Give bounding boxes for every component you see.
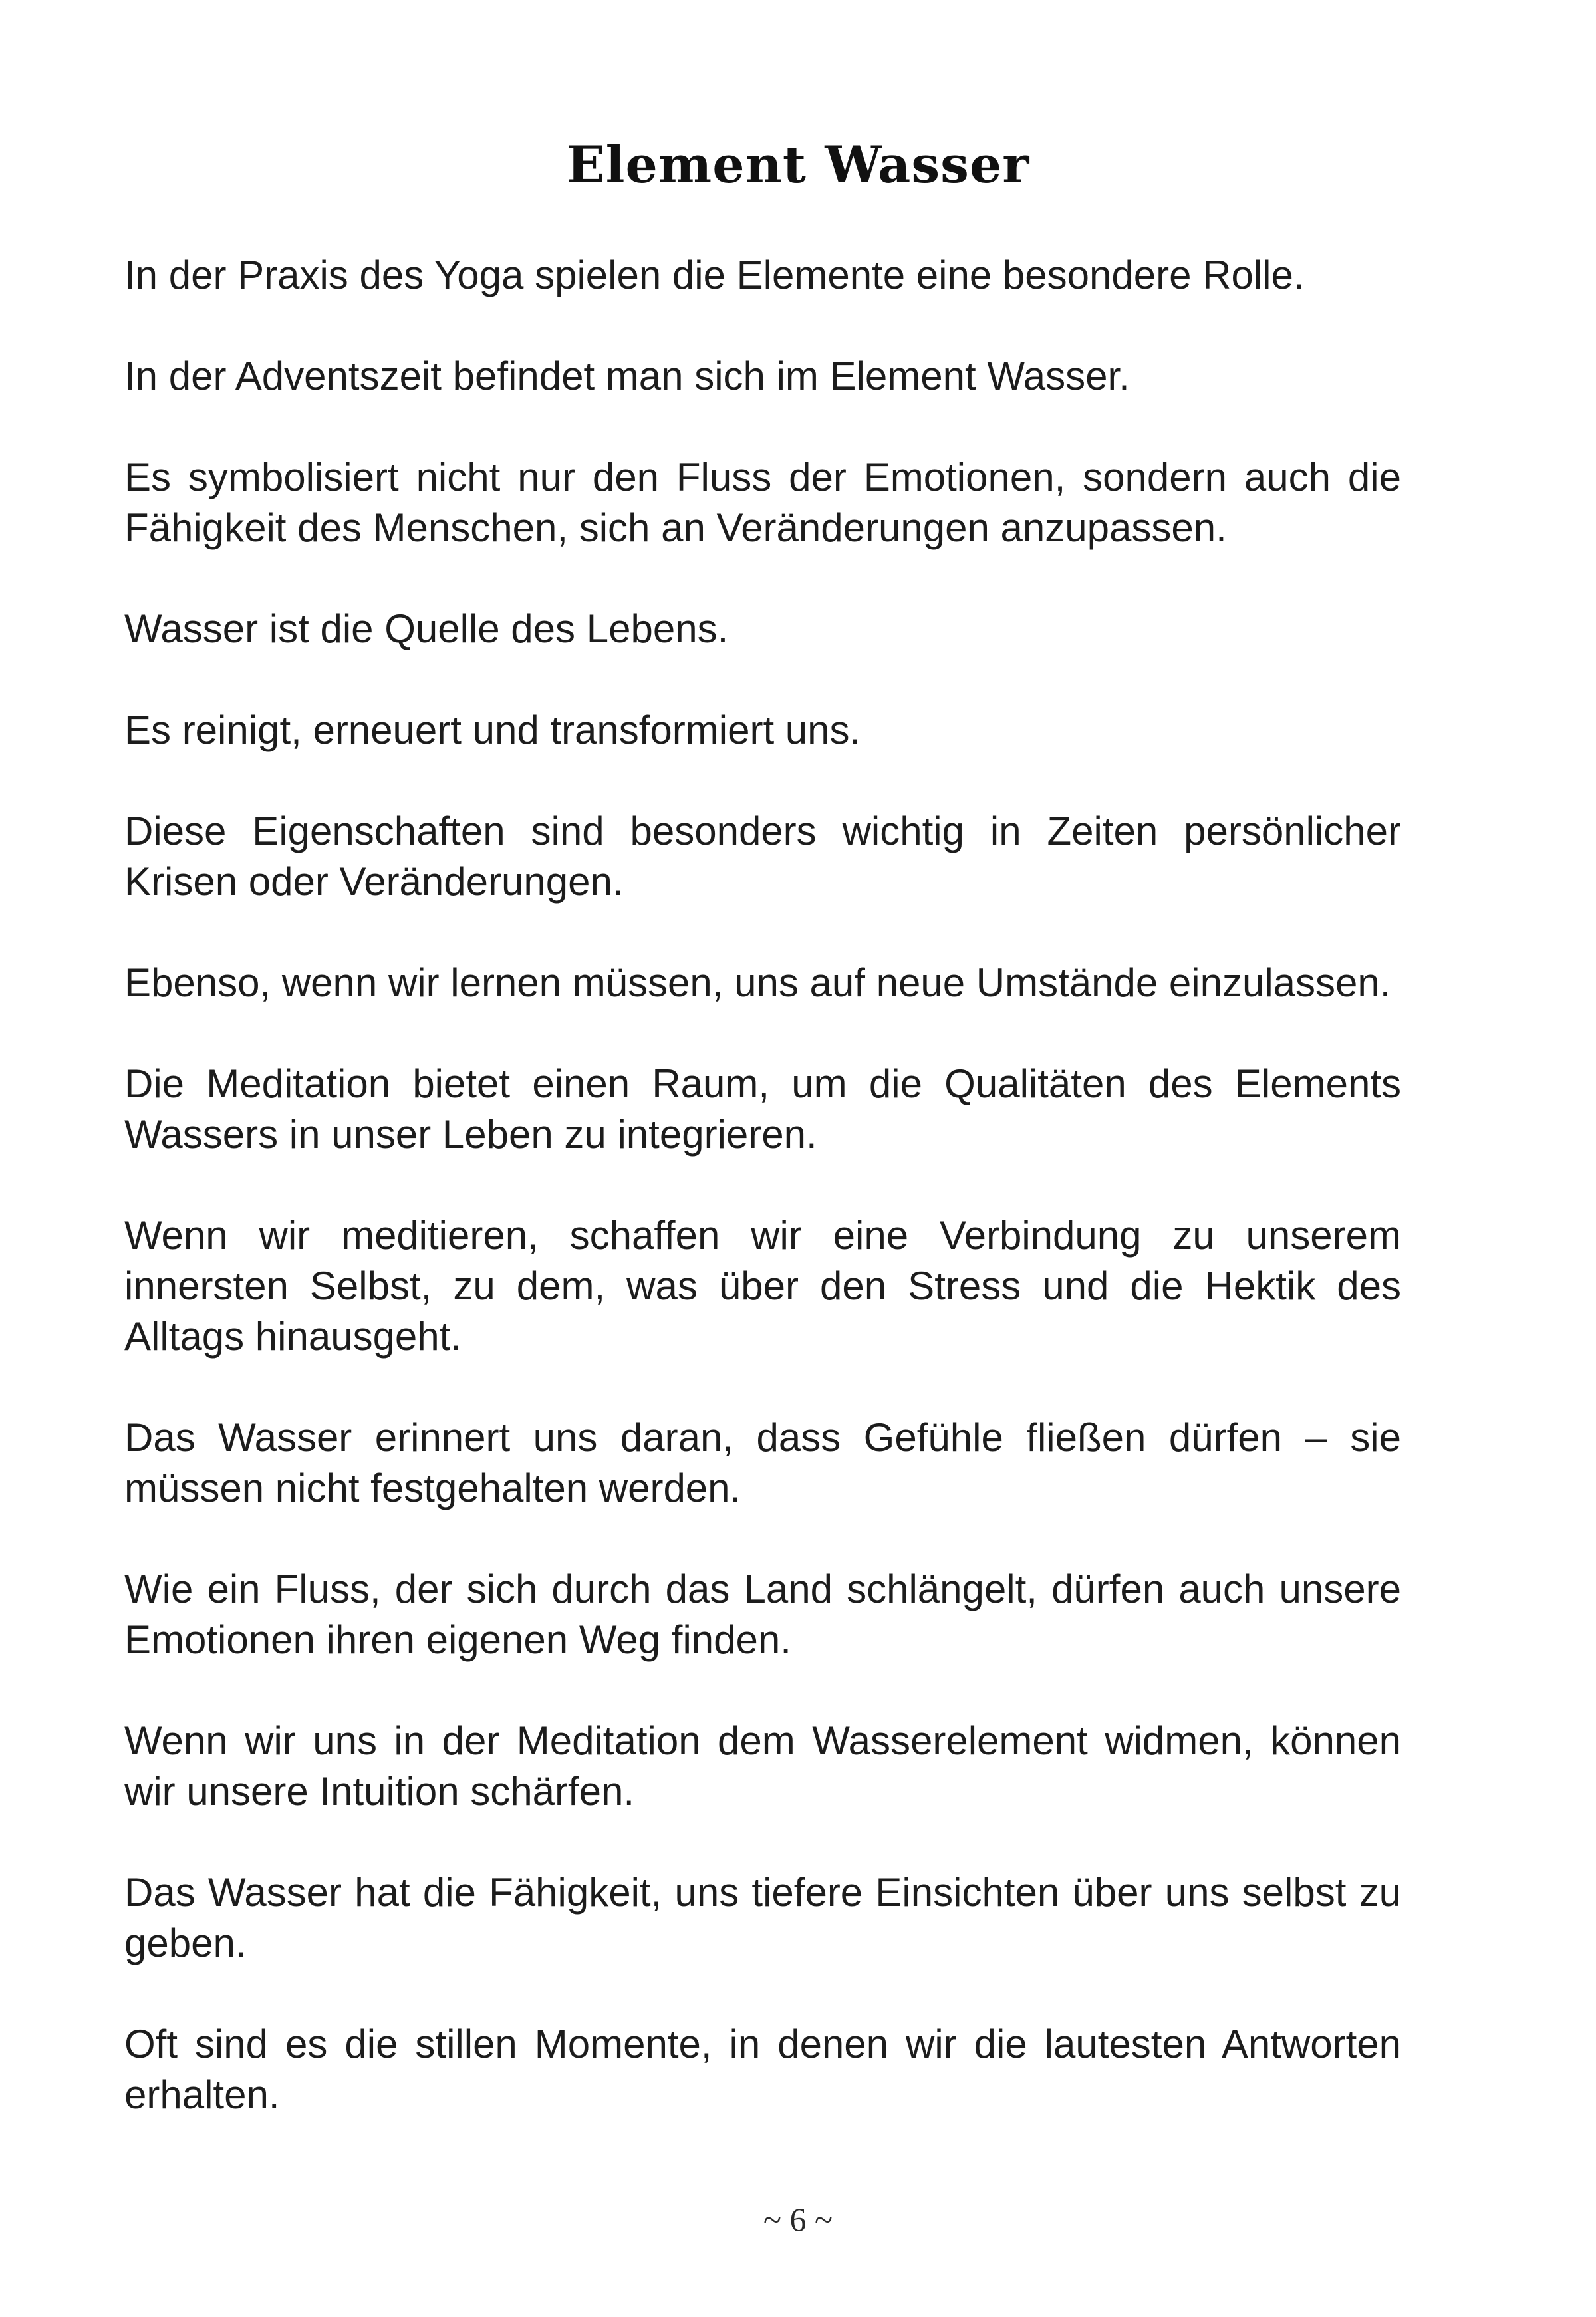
paragraph: Ebenso, wenn wir lernen müssen, uns auf neue Umstände einzulassen. (124, 960, 1391, 1005)
paragraph: Wenn wir meditieren, schaffen wir eine Verbindung zu unserem innersten Selbst, zu dem, was über den Stress und die Hektik des Alltags hinausgeht. (124, 1213, 1401, 1359)
paragraph: Wie ein Fluss, der sich durch das Land schlängelt, dürfen auch unsere Emotionen ihren eigenen Weg finden. (124, 1567, 1401, 1662)
paragraph: Es symbolisiert nicht nur den Fluss der Emotionen, sondern auch die Fähigkeit des Menschen, sich an Veränderungen anzupassen. (124, 455, 1401, 550)
paragraph: Das Wasser hat die Fähigkeit, uns tiefere Einsichten über uns selbst zu geben. (124, 1870, 1401, 1965)
paragraph: Wenn wir uns in der Meditation dem Wasserelement widmen, können wir unsere Intuition schärfen. (124, 1718, 1401, 1814)
page-number: ~ 6 ~ (763, 2201, 833, 2238)
paragraph: In der Praxis des Yoga spielen die Elemente eine besondere Rolle. (124, 253, 1305, 297)
paragraph: Es reinigt, erneuert und transformiert uns. (124, 708, 861, 752)
page-title: Element Wasser (566, 135, 1030, 194)
paragraph: Das Wasser erinnert uns daran, dass Gefühle fließen dürfen – sie müssen nicht festgehalten werden. (124, 1415, 1401, 1510)
paragraph: Diese Eigenschaften sind besonders wichtig in Zeiten persönlicher Krisen oder Veränderungen. (124, 809, 1401, 904)
paragraph: Die Meditation bietet einen Raum, um die Qualitäten des Elements Wassers in unser Leben zu integrieren. (124, 1061, 1401, 1157)
paragraph: In der Adventszeit befindet man sich im Element Wasser. (124, 354, 1130, 398)
body-text (124, 250, 1401, 2120)
paragraph: Wasser ist die Quelle des Lebens. (124, 607, 729, 651)
paragraph: Oft sind es die stillen Momente, in denen wir die lautesten Antworten erhalten. (124, 2022, 1401, 2117)
